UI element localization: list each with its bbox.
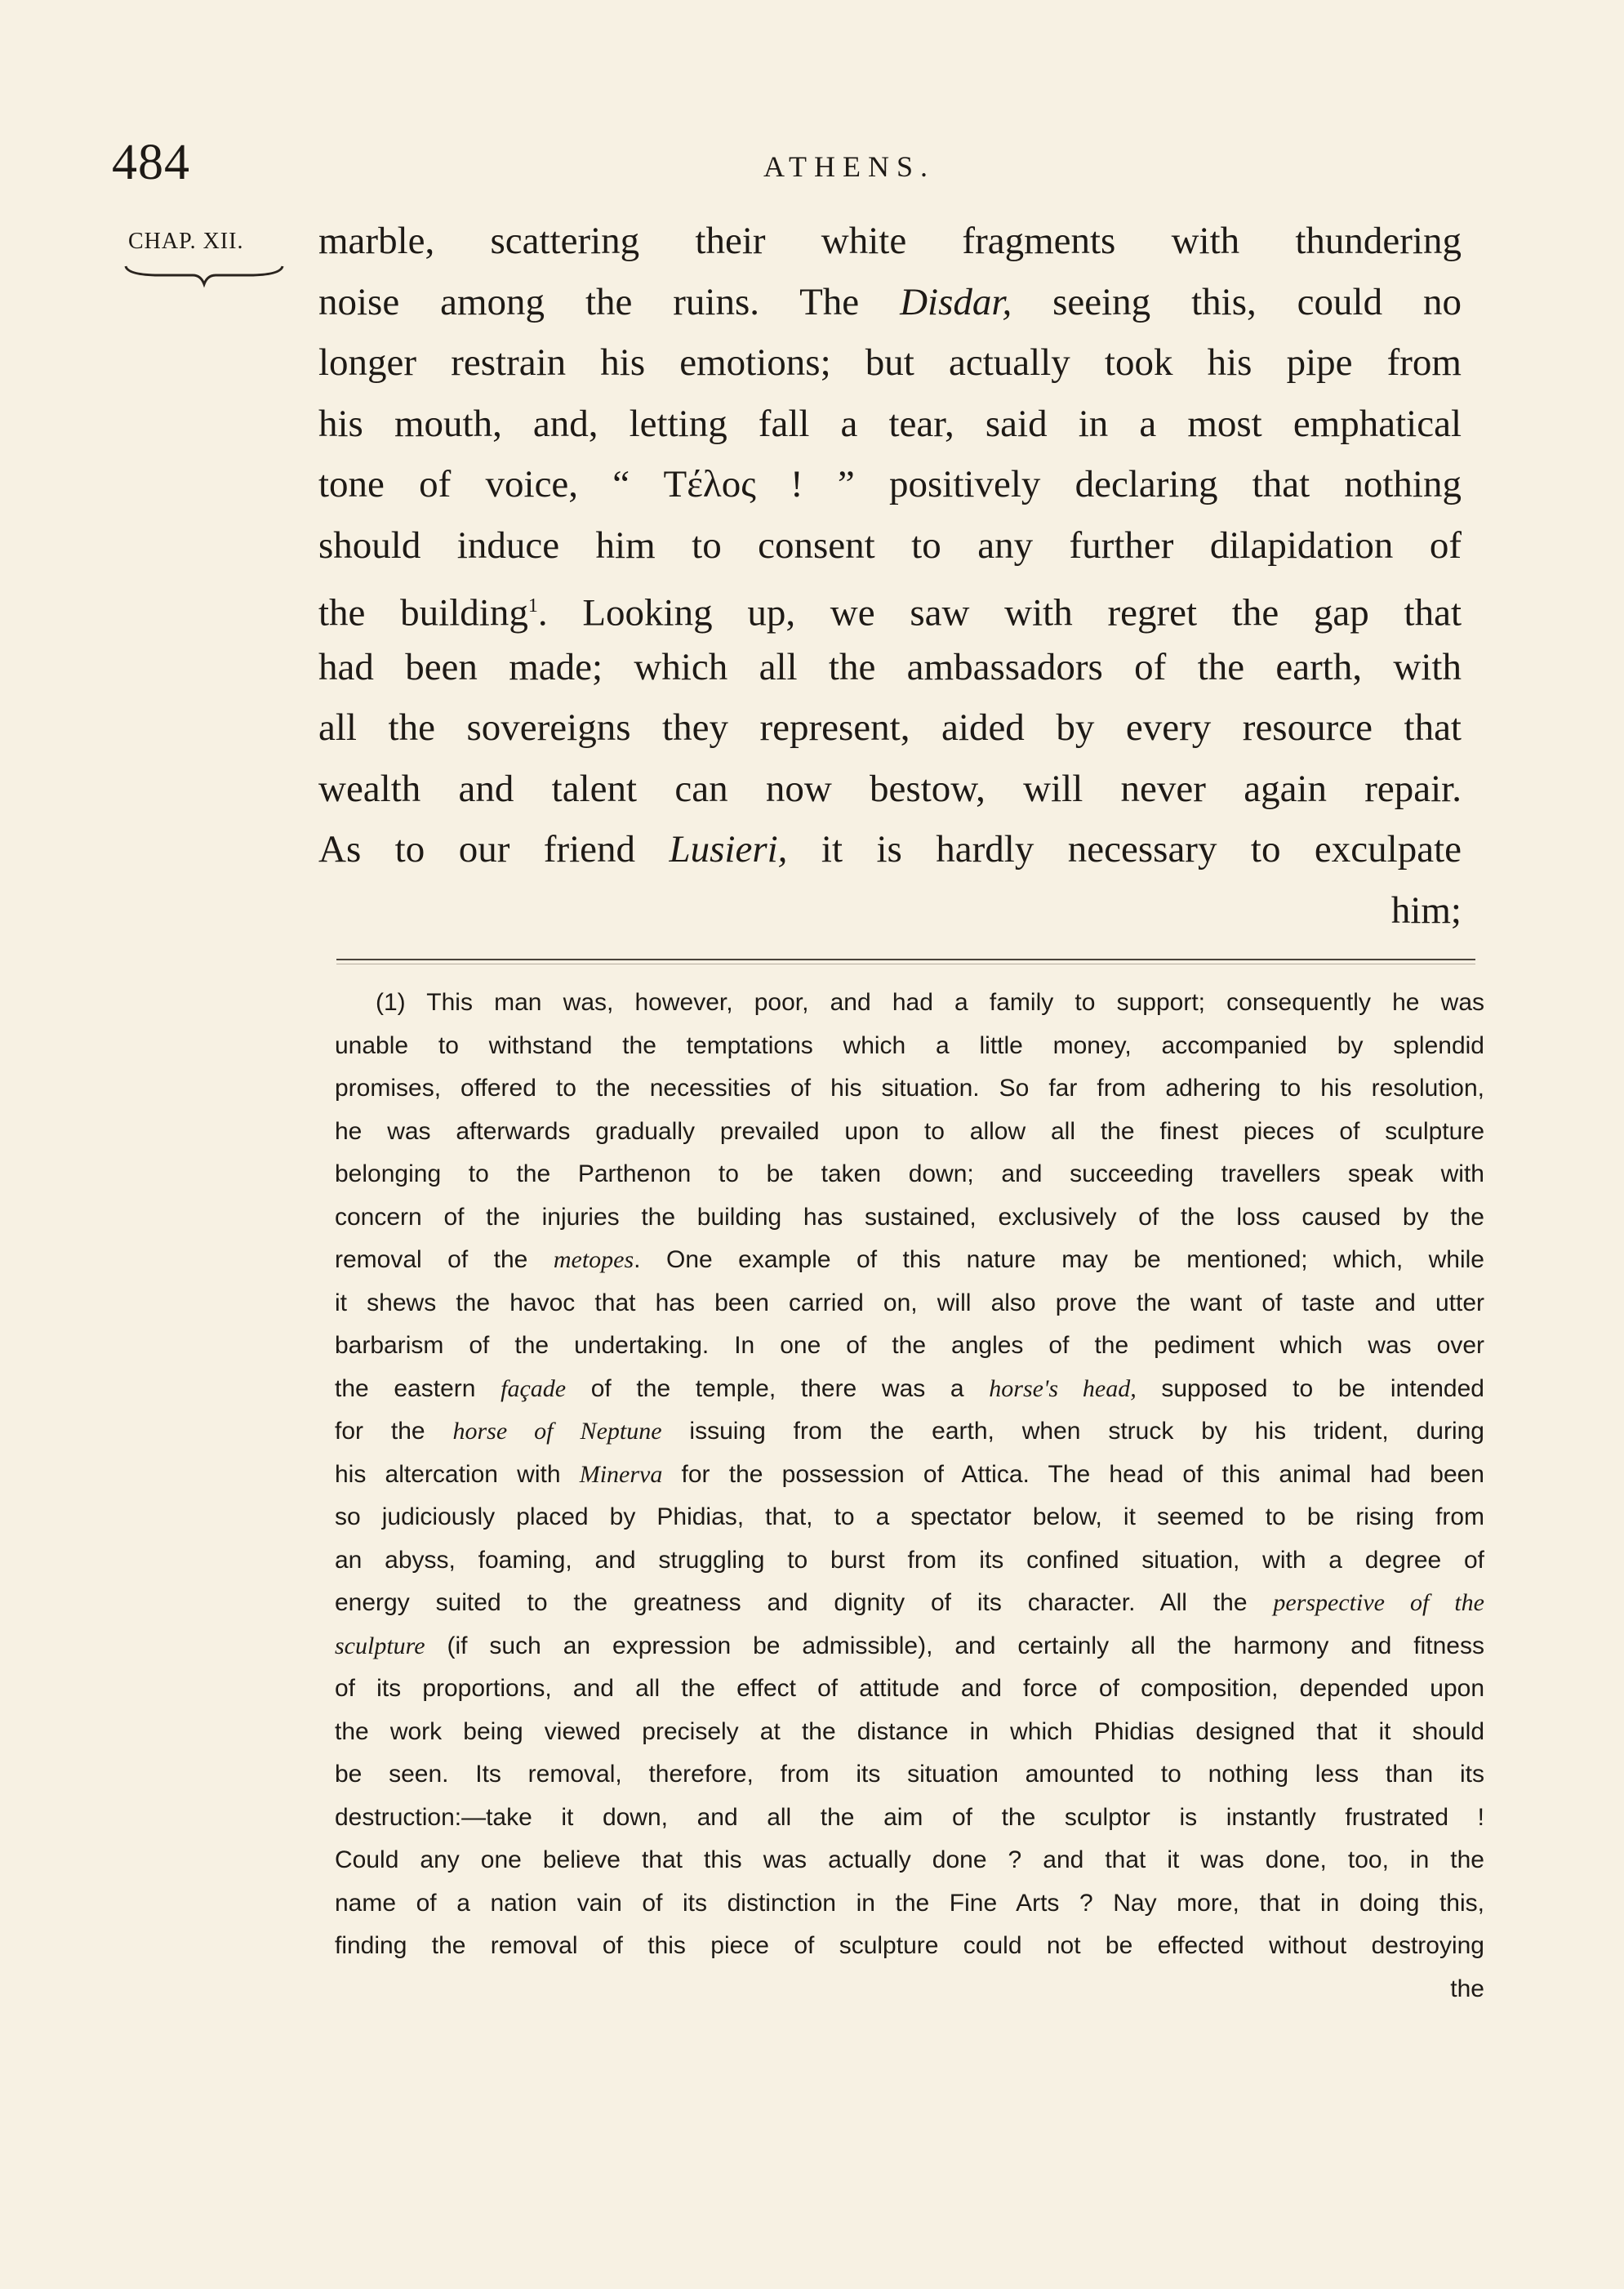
text-run: supposed to be intended xyxy=(1136,1374,1484,1402)
text-run: seeing this, could no xyxy=(1012,280,1462,323)
text-run: his altercation with xyxy=(335,1460,580,1488)
italic-term: horse of Neptune xyxy=(452,1418,662,1445)
text-run: should induce him to consent to any further dilapidation of xyxy=(318,523,1462,567)
running-head: ATHENS. xyxy=(763,150,936,183)
footnote-line xyxy=(335,1025,1484,1068)
footnote-line xyxy=(335,1410,1484,1454)
chapter-brace-ornament xyxy=(122,261,286,289)
text-run: Could any one believe that this was actually done ? and that it was done, too, in the xyxy=(335,1846,1484,1873)
italic-term: sculpture xyxy=(335,1632,425,1659)
text-run: wealth and talent can now bestow, will never again repair. xyxy=(318,767,1462,810)
text-run: him; xyxy=(1390,888,1462,932)
text-run: of the temple, there was a xyxy=(566,1374,990,1402)
chapter-margin-note: CHAP. XII. xyxy=(128,229,244,254)
italic-term: perspective of the xyxy=(1273,1589,1484,1616)
text-run: issuing from the earth, when struck by his trident, during xyxy=(661,1418,1484,1445)
footnote-line xyxy=(335,1196,1484,1240)
footnote-line xyxy=(335,1839,1484,1882)
text-run: As to our friend xyxy=(318,828,670,871)
footnote-rule xyxy=(336,959,1475,960)
text-run: all the sovereigns they represent, aided by every resource that xyxy=(318,706,1462,749)
main-text-line xyxy=(318,576,1462,637)
text-run: the work being viewed precisely at the distance in which Phidias designed that it should xyxy=(335,1717,1484,1745)
footnote-line xyxy=(335,1925,1484,1968)
footnote-block xyxy=(335,982,1484,2011)
text-run: destruction:—take it down, and all the aim of the sculptor is instantly frustrated ! xyxy=(335,1803,1484,1831)
text-run: unable to withstand the temptations which a little money, accompanied by splendid xyxy=(335,1031,1484,1059)
text-run: an abyss, foaming, and struggling to burst from its confined situation, with a degree of xyxy=(335,1546,1484,1574)
page-number: 484 xyxy=(112,135,190,190)
text-run: tone of voice, “ Tέλος ! ” positively declaring that nothing xyxy=(318,463,1462,505)
main-text-line xyxy=(318,819,1462,880)
text-run: so judiciously placed by Phidias, that, to a spectator below, it seemed to be rising from xyxy=(335,1503,1484,1530)
main-text-line xyxy=(318,697,1462,759)
main-text-line xyxy=(318,515,1462,577)
text-run: energy suited to the greatness and dignity of its character. All the xyxy=(335,1589,1274,1616)
footnote-line xyxy=(335,1582,1484,1625)
footnote-line xyxy=(335,1239,1484,1282)
text-run: of its proportions, and all the effect of attitude and force of composition, depended upon xyxy=(335,1675,1484,1702)
footnote-line xyxy=(335,1067,1484,1111)
text-run: name of a nation vain of its distinction in the Fine Arts ? Nay more, that in doing this, xyxy=(335,1889,1484,1917)
text-run: noise among the ruins. The xyxy=(318,280,901,323)
text-run: for the xyxy=(335,1418,453,1445)
footnote-line xyxy=(335,1282,1484,1325)
text-run: the building xyxy=(318,591,528,635)
text-run: longer restrain his emotions; but actually took his pipe from xyxy=(318,341,1462,384)
main-text-line xyxy=(318,332,1462,394)
italic-term: metopes xyxy=(553,1246,634,1273)
text-run: it is hardly necessary to exculpate xyxy=(787,828,1462,871)
text-run: promises, offered to the necessities of his situation. So far from adhering to his resolution, xyxy=(335,1075,1484,1102)
text-run: removal of the xyxy=(335,1246,554,1273)
main-text-line xyxy=(318,759,1462,820)
main-text-block xyxy=(318,211,1462,941)
main-text-line xyxy=(318,272,1462,333)
text-run: the eastern xyxy=(335,1374,501,1402)
footnote-line xyxy=(335,1882,1484,1926)
text-run: his mouth, and, letting fall a tear, said in a most emphatical xyxy=(318,402,1462,445)
footnote-line xyxy=(335,1753,1484,1797)
main-text-line xyxy=(318,211,1462,272)
footnote-line xyxy=(335,1368,1484,1411)
footnote-line xyxy=(335,1454,1484,1497)
text-run: had been made; which all the ambassadors of the earth, with xyxy=(318,645,1462,688)
text-run: for the possession of Attica. The head of this animal had been xyxy=(662,1460,1484,1488)
text-run: finding the removal of this piece of sculpture could not be effected without destroying xyxy=(335,1932,1484,1959)
footnote-line xyxy=(335,1797,1484,1840)
italic-term: façade xyxy=(501,1374,567,1402)
italic-name-lusieri: Lusieri, xyxy=(669,828,788,871)
text-run: belonging to the Parthenon to be taken down; and succeeding travellers speak with xyxy=(335,1160,1484,1187)
text-run: concern of the injuries the building has sustained, exclusively of the loss caused by the xyxy=(335,1203,1484,1231)
main-text-line xyxy=(318,454,1462,515)
text-run: (if such an expression be admissible), and certainly all the harmony and fitness xyxy=(425,1632,1484,1659)
main-text-line xyxy=(318,637,1462,698)
footnote-line xyxy=(335,1496,1484,1539)
footnote-line xyxy=(335,982,1484,1025)
footnote-line xyxy=(335,1625,1484,1668)
footnote-line xyxy=(335,1711,1484,1754)
text-run: (1) This man was, however, poor, and had a family to support; consequently he was xyxy=(376,989,1484,1016)
footnote-catchword xyxy=(335,1968,1484,2011)
footnote-reference: 1 xyxy=(527,595,538,617)
footnote-line xyxy=(335,1539,1484,1583)
footnote-line xyxy=(335,1668,1484,1711)
footnote-line xyxy=(335,1325,1484,1368)
text-run: . One example of this nature may be mentioned; which, while xyxy=(634,1246,1484,1273)
text-run: marble, scattering their white fragments with thundering xyxy=(318,220,1462,262)
text-run: it shews the havoc that has been carried on, will also prove the want of taste and utter xyxy=(335,1289,1484,1316)
italic-term: horse's head, xyxy=(989,1374,1137,1402)
catchword xyxy=(318,880,1462,942)
italic-term-disdar: Disdar, xyxy=(900,280,1012,323)
main-text-line xyxy=(318,394,1462,455)
footnote-line xyxy=(335,1153,1484,1196)
italic-term: Minerva xyxy=(579,1460,663,1488)
text-run: . Looking up, we saw with regret the gap that xyxy=(537,591,1462,635)
text-run: barbarism of the undertaking. In one of the angles of the pediment which was over xyxy=(335,1332,1484,1359)
text-run: the xyxy=(1450,1975,1484,2002)
text-run: be seen. Its removal, therefore, from its situation amounted to nothing less than its xyxy=(335,1761,1484,1788)
footnote-line xyxy=(335,1111,1484,1154)
text-run: he was afterwards gradually prevailed upon to allow all the finest pieces of sculpture xyxy=(335,1117,1484,1145)
